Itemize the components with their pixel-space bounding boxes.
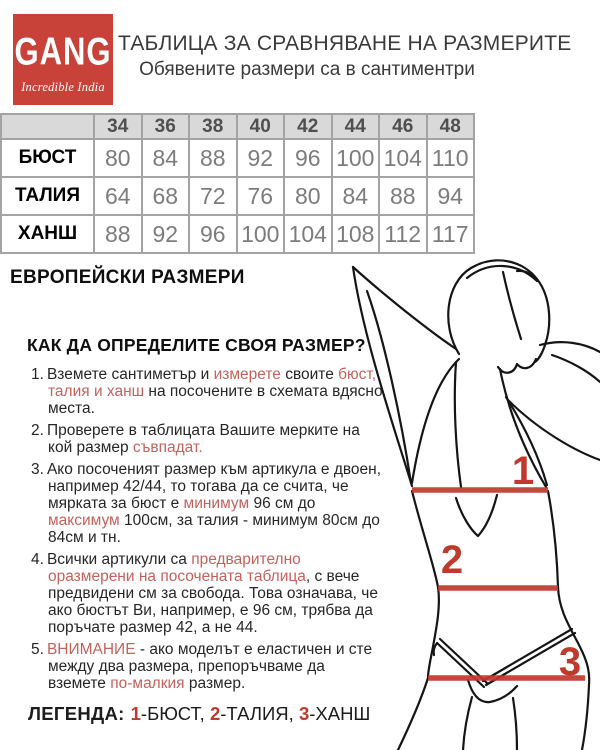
section-european-sizes: ЕВРОПЕЙСКИ РАЗМЕРИ (10, 267, 245, 288)
page-title: ТАБЛИЦА ЗА СРАВНЯВАНЕ НА РАЗМЕРИТЕ (118, 32, 572, 55)
size-header-cell: 36 (142, 114, 190, 139)
woman-sketch (290, 255, 600, 750)
instruction-item-2: 2. Проверете в таблицата Вашите мерките на кой размер съвпадат. (31, 422, 360, 456)
brand-name: GANG (14, 29, 112, 74)
value-cell: 96 (284, 139, 332, 177)
value-cell: 68 (142, 177, 190, 215)
value-cell: 100 (237, 215, 285, 253)
value-cell: 92 (237, 139, 285, 177)
waist-label: 2 (440, 538, 464, 582)
value-cell: 96 (189, 215, 237, 253)
value-cell: 80 (94, 139, 142, 177)
item-number: 2. (31, 422, 44, 439)
value-cell: 112 (379, 215, 427, 253)
value-cell: 108 (332, 215, 380, 253)
measurement-figure (290, 255, 600, 750)
instruction-item-3: 3. Ако посоченият размер към артикула е двоен, например 42/44, то тогава да се счита, че мярката за бюст е минимум 96 см до максимум 100см, за талия - минимум 80см до 84см и тн. (31, 461, 382, 546)
value-cell: 94 (427, 177, 475, 215)
size-header-cell: 42 (284, 114, 332, 139)
value-cell: 92 (142, 215, 190, 253)
value-cell: 64 (94, 177, 142, 215)
value-cell: 80 (284, 177, 332, 215)
size-header-cell: 48 (427, 114, 475, 139)
value-cell: 104 (379, 139, 427, 177)
measurement-lines (412, 449, 585, 684)
measure-label-cell: ТАЛИЯ (1, 177, 94, 215)
value-cell: 110 (427, 139, 475, 177)
measure-label-cell: БЮСТ (1, 139, 94, 177)
page-subtitle: Обявените размери са в сантиментри (139, 59, 475, 80)
hip-label: 3 (558, 640, 582, 684)
value-cell: 84 (332, 177, 380, 215)
size-header-cell: 44 (332, 114, 380, 139)
size-comparison-table (0, 113, 475, 254)
gang-logo (13, 14, 113, 105)
item-number: 5. (31, 641, 44, 658)
instruction-item-1: 1. Вземете сантиметър и измерете своите бюст, талия и ханш на посочените в схемата вдясно места. (31, 366, 383, 417)
item-number: 4. (31, 551, 44, 568)
section-how-to-determine-size: КАК ДА ОПРЕДЕЛИТЕ СВОЯ РАЗМЕР? (27, 335, 366, 355)
instruction-item-4: 4. Всички артикули са предварително оразмерени на посочената таблица, с вече предвидени см за свобода. Това означава, че ако бюстът Ви, например, е 96 см, трябва да поръчате размер 42, а не 44. (31, 551, 378, 636)
table-row-bust (1, 139, 474, 177)
table-corner-cell (1, 114, 94, 139)
bust-label: 1 (511, 449, 535, 493)
legend-label: ЛЕГЕНДА: (28, 703, 125, 724)
size-header-cell: 46 (379, 114, 427, 139)
value-cell: 117 (427, 215, 475, 253)
instruction-item-5: 5. ВНИМАНИЕ - ако моделът е еластичен и сте между два размера, препоръчваме да вземете по-малкия размер. (31, 641, 373, 692)
item-number: 1. (31, 366, 44, 383)
value-cell: 88 (379, 177, 427, 215)
brand-tagline: Incredible India (21, 80, 105, 94)
table-row-hips (1, 215, 474, 253)
value-cell: 88 (189, 139, 237, 177)
value-cell: 84 (142, 139, 190, 177)
value-cell: 104 (284, 215, 332, 253)
size-header-cell: 40 (237, 114, 285, 139)
legend: ЛЕГЕНДА: 1-БЮСТ, 2-ТАЛИЯ, 3-ХАНШ (28, 703, 371, 724)
size-header-cell: 38 (189, 114, 237, 139)
value-cell: 76 (237, 177, 285, 215)
measure-label-cell: ХАНШ (1, 215, 94, 253)
value-cell: 72 (189, 177, 237, 215)
size-header-cell: 34 (94, 114, 142, 139)
table-row-waist (1, 177, 474, 215)
value-cell: 88 (94, 215, 142, 253)
value-cell: 100 (332, 139, 380, 177)
size-header-row (1, 114, 474, 139)
item-number: 3. (31, 461, 44, 478)
